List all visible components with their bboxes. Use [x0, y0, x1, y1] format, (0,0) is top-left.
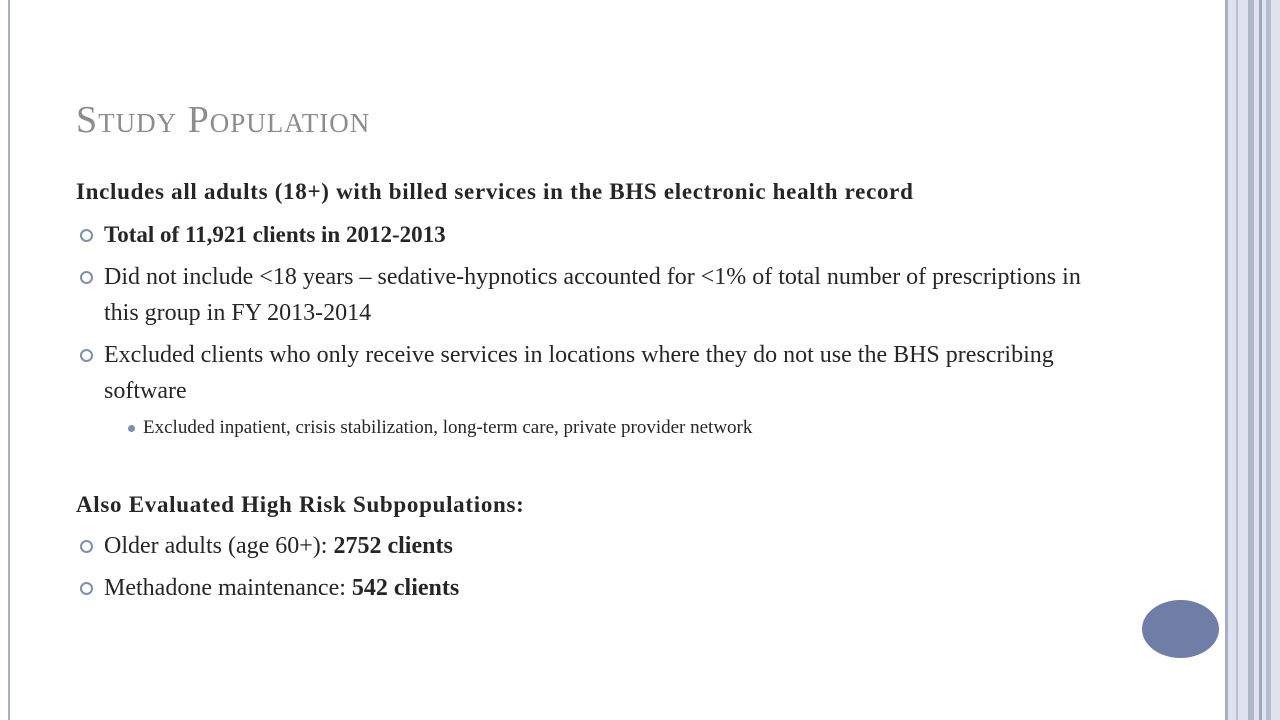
- bullet-value: 2752 clients: [333, 533, 453, 559]
- stripe: [1266, 0, 1271, 720]
- bullet-text: Total of 11,921 clients in 2012-2013: [104, 222, 446, 247]
- bullet-methadone: [76, 570, 1116, 606]
- stripe: [1236, 0, 1238, 720]
- right-decorative-stripes: [1225, 0, 1280, 720]
- section-heading-population: Includes all adults (18+) with billed services in the BHS electronic health record: [76, 179, 914, 204]
- bullet-text: Excluded clients who only receive services in locations where they do not use the BHS prescribing software: [104, 342, 1054, 404]
- bullet-ring-icon: [80, 540, 93, 553]
- bullet-ring-icon: [80, 271, 93, 284]
- stripe: [1259, 0, 1262, 720]
- spacer: [76, 443, 1116, 487]
- bullet-label: Methadone maintenance:: [104, 575, 352, 601]
- stripe: [1225, 0, 1228, 720]
- left-frame-line: [8, 0, 10, 720]
- bullet-under-18: [76, 259, 1116, 331]
- bullet-value: 542 clients: [351, 575, 460, 601]
- bullet-ring-icon: [80, 349, 93, 362]
- sub-bullet-text: Excluded inpatient, crisis stabilization, long-term care, private provider network: [143, 417, 753, 438]
- section-heading-subpopulations: Also Evaluated High Risk Subpopulations:: [76, 492, 525, 517]
- bullet-ring-icon: [80, 582, 93, 595]
- bullet-excluded-clients: [76, 337, 1116, 409]
- bullet-label: Older adults (age 60+):: [104, 533, 334, 559]
- bullet-ring-icon: [80, 229, 93, 242]
- bullet-older-adults: [76, 528, 1116, 564]
- sub-bullet-excluded-locations: [76, 413, 1116, 443]
- decorative-circle: [1142, 600, 1219, 658]
- bullet-text: Did not include <18 years – sedative-hypnotics accounted for <1% of total number of prescriptions in this group in FY 2013-2014: [104, 264, 1081, 326]
- stripe: [1248, 0, 1254, 720]
- bullet-total-clients: [76, 217, 1116, 253]
- bullet-dot-icon: [128, 425, 135, 432]
- slide-body: [76, 174, 1116, 612]
- slide-title: Study Population: [76, 99, 371, 141]
